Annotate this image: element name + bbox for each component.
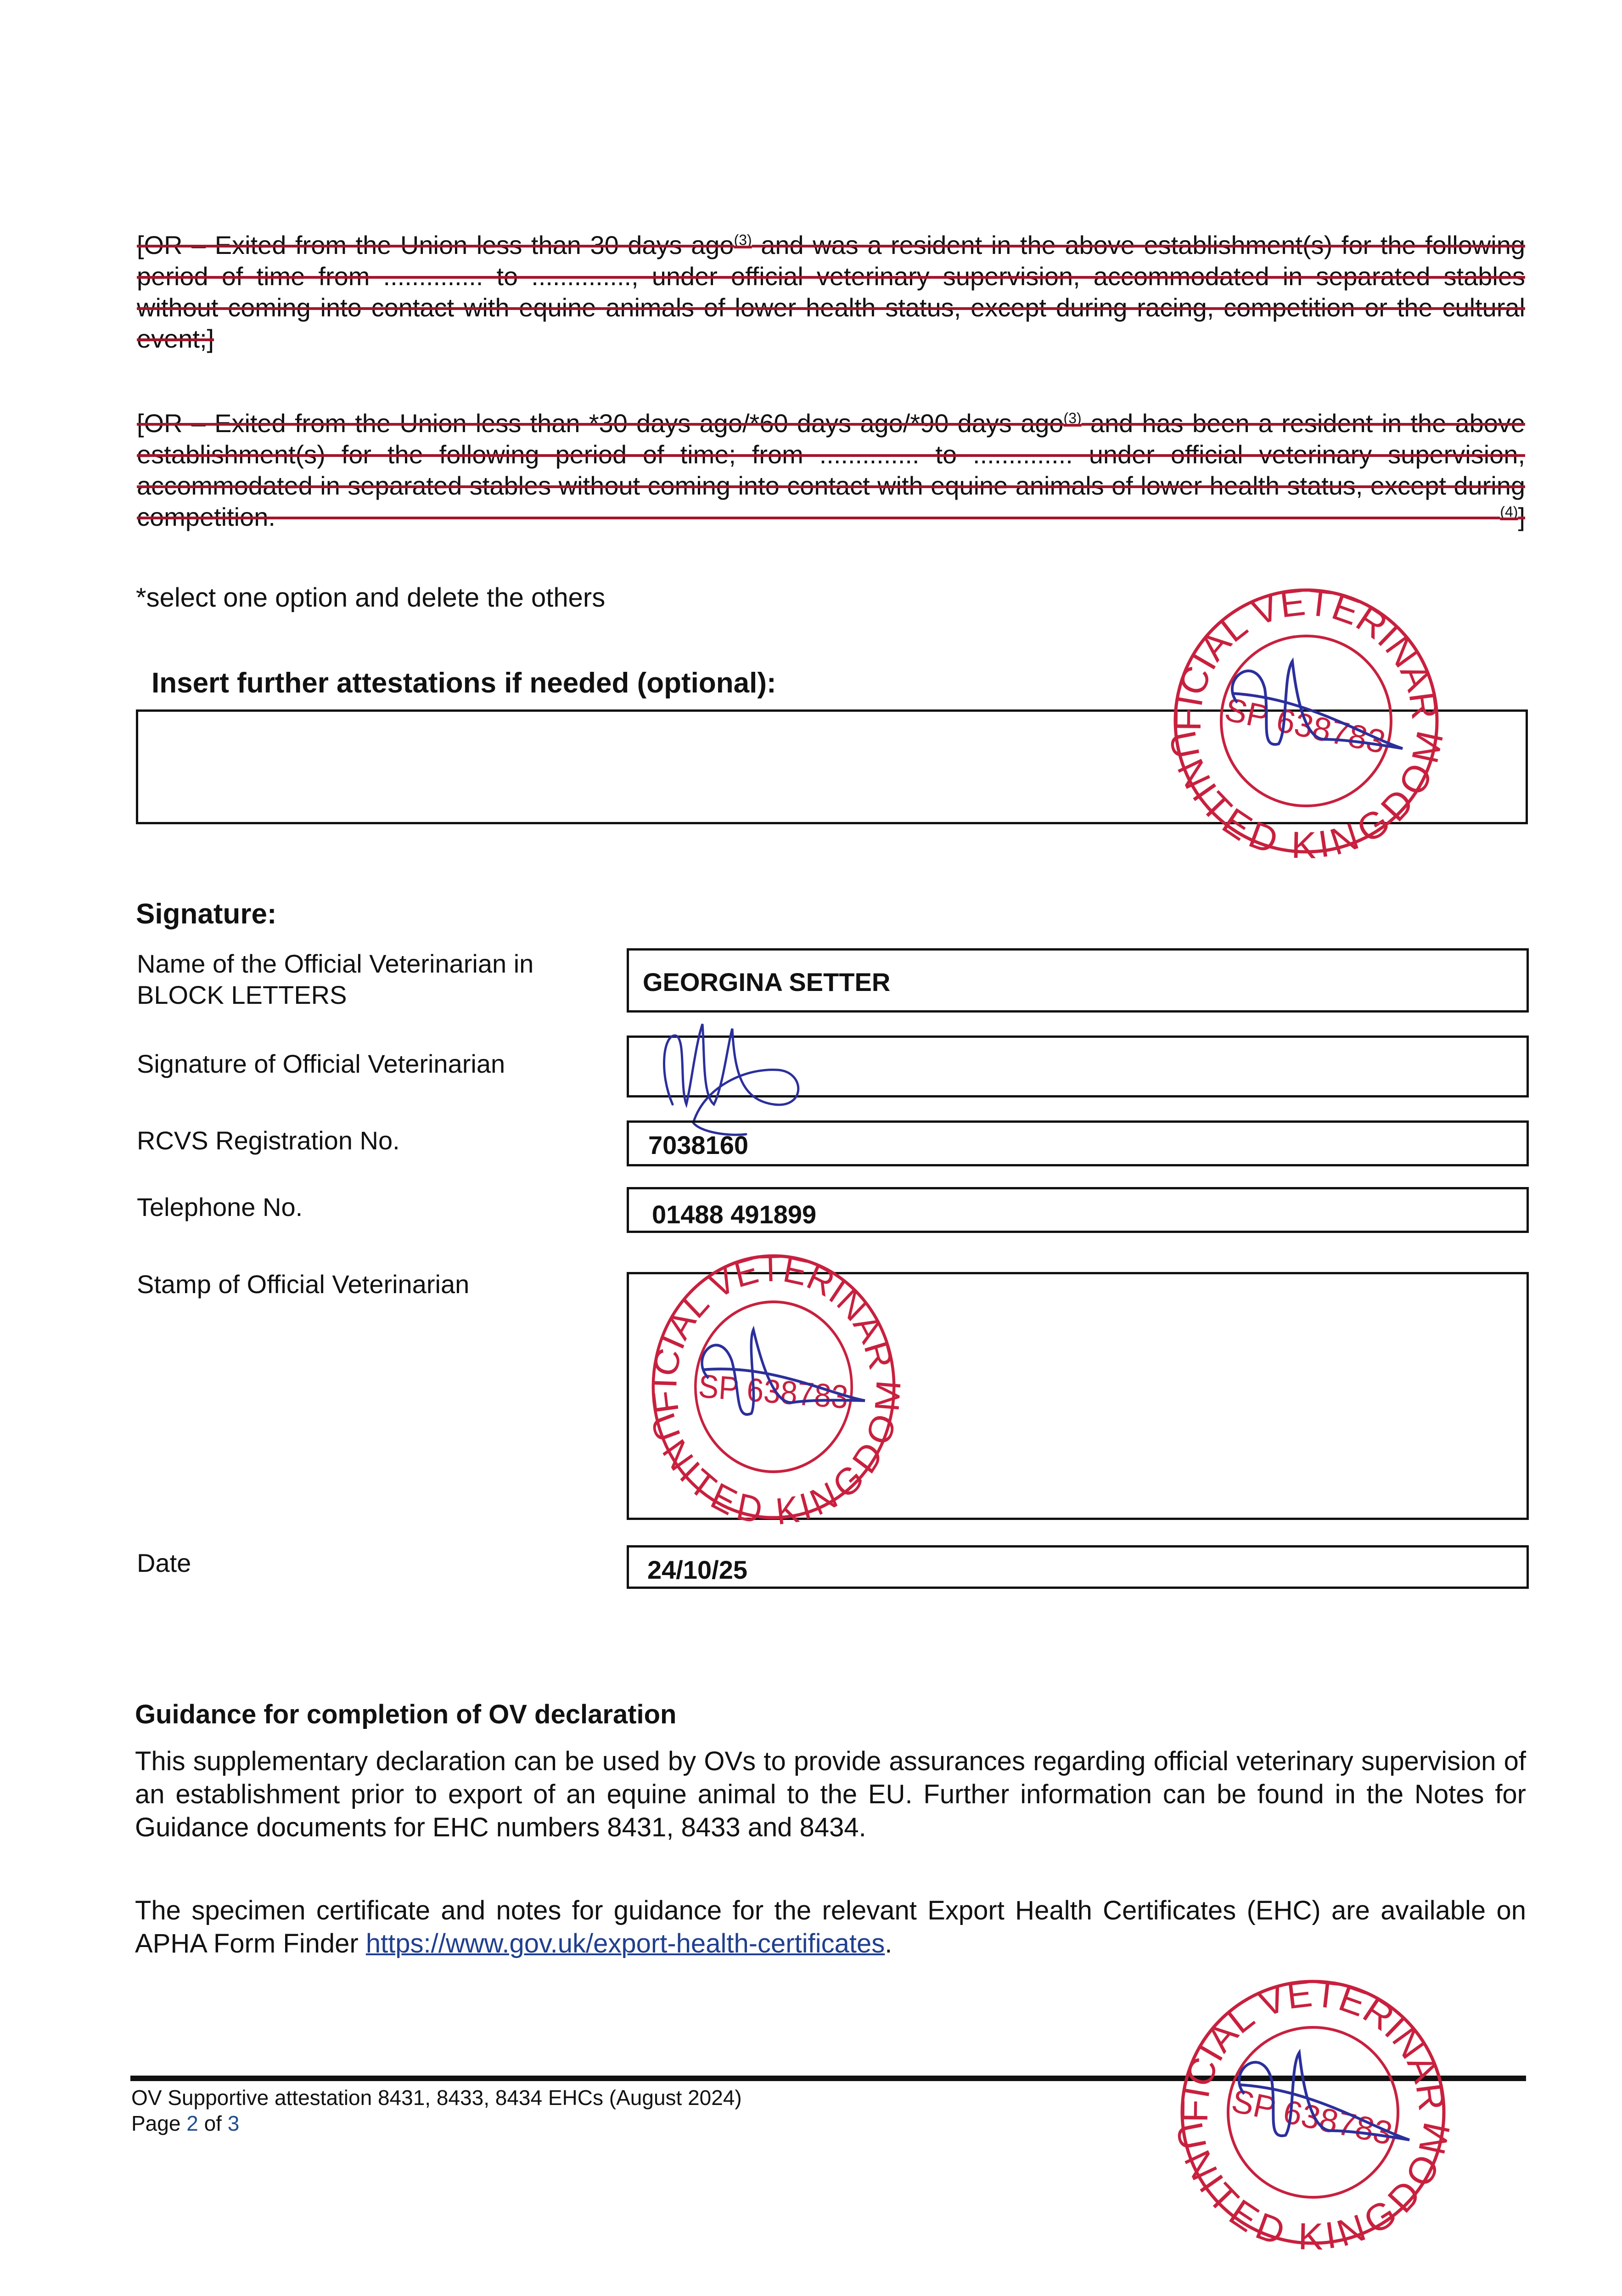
footnote-3: (3) xyxy=(734,231,752,248)
official-veterinarian-stamp-icon xyxy=(636,1249,911,1525)
page-total: 3 xyxy=(227,2111,240,2135)
page-current: 2 xyxy=(186,2111,198,2135)
page-indicator xyxy=(131,2110,239,2136)
option-1-text: [OR – Exited from the Union less than 30 days ago$^{(3)}$ and was a resident in the above establishment(s) for the following period of time from .............. to .............., under official veterinary supervision, accommodated in separated stables without coming into contact with equine animals of lower health status, except during racing, competition or the cultural event;] xyxy=(137,231,1525,353)
official-veterinarian-stamp-icon xyxy=(1175,1975,1451,2250)
date-field[interactable] xyxy=(627,1545,1529,1589)
footnote-3: (3) xyxy=(1063,410,1082,427)
ov-signature-label: Signature of Official Veterinarian xyxy=(137,1049,505,1078)
rcvs-value: 7038160 xyxy=(648,1131,749,1159)
guidance-paragraph-2 xyxy=(135,1894,1526,1960)
telephone-value: 01488 491899 xyxy=(652,1200,817,1229)
ov-name-field[interactable] xyxy=(627,948,1529,1013)
guidance-paragraph-2-end: . xyxy=(885,1929,892,1958)
telephone-field[interactable] xyxy=(627,1187,1529,1233)
stamp-label: Stamp of Official Veterinarian xyxy=(137,1270,470,1299)
ov-name-value: GEORGINA SETTER xyxy=(643,968,891,996)
option-paragraph-1 xyxy=(137,230,1525,355)
telephone-label: Telephone No. xyxy=(137,1193,303,1221)
select-option-note: *select one option and delete the others xyxy=(136,583,606,613)
date-value: 24/10/25 xyxy=(647,1555,747,1584)
page-prefix: Page xyxy=(131,2111,187,2135)
footer-title: OV Supportive attestation 8431, 8433, 8434 EHCs (August 2024) xyxy=(131,2086,742,2110)
export-health-certificates-link[interactable]: https://www.gov.uk/export-health-certificates xyxy=(365,1929,885,1958)
guidance-paragraph-1: This supplementary declaration can be used by OVs to provide assurances regarding official veterinary supervision of an establishment prior to export of an equine animal to the EU. Further information can be found in the Notes for Guidance documents for EHC numbers 8431, 8433 and 8434. xyxy=(135,1746,1526,1842)
rcvs-label: RCVS Registration No. xyxy=(137,1126,400,1155)
guidance-paragraph-2-text: The specimen certificate and notes for guidance for the relevant Export Health Certificates (EHC) are available on APHA Form Finder xyxy=(135,1896,1526,1958)
rcvs-field[interactable] xyxy=(627,1120,1529,1166)
date-label: Date xyxy=(137,1548,191,1577)
footnote-4: (4) xyxy=(1500,503,1518,520)
handwritten-signature-icon xyxy=(654,1017,939,1137)
official-veterinarian-stamp-icon xyxy=(1168,583,1444,859)
ov-signature-field[interactable] xyxy=(627,1035,1529,1097)
page-of: of xyxy=(198,2111,228,2135)
option-2-text: [OR – Exited from the Union less than *30 days ago/*60 days ago/*90 days ago$^{(3)}$ and has been a resident in the above establishment(s) for the following period of time; from .............. to .............. under official veterinary supervision, accommodated in separated stables without coming into contact with equine animals of lower health status, except during competition. $^{(4)}$] xyxy=(137,409,1526,531)
signature-heading: Signature: xyxy=(136,898,277,930)
guidance-heading: Guidance for completion of OV declaration xyxy=(135,1699,677,1729)
ov-name-label: Name of the Official Veterinarian in BLOCK LETTERS xyxy=(137,949,534,1009)
option-paragraph-2 xyxy=(137,408,1525,533)
further-attestations-heading: Insert further attestations if needed (optional): xyxy=(152,667,776,699)
